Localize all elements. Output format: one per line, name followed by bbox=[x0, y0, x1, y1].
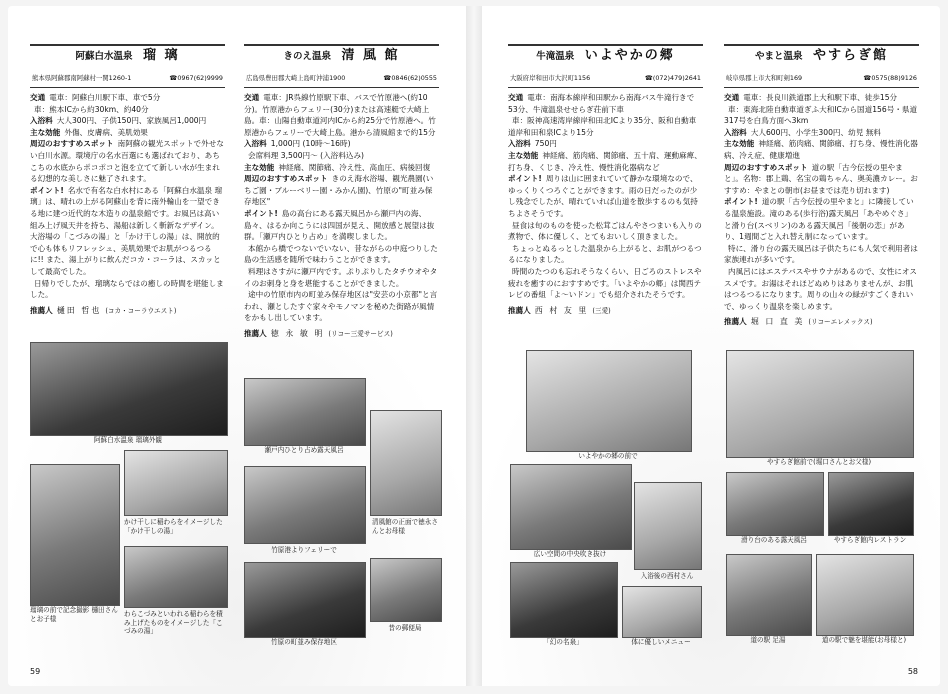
entry-title bbox=[726, 50, 917, 63]
photo-ruri-sign bbox=[30, 464, 120, 606]
info-row: 主な効能 神経痛、筋肉痛、関節痛、打ち身、慢性消化器病、冷え症、健康増進 bbox=[724, 139, 918, 160]
photo-rotenburo bbox=[244, 378, 366, 446]
recommender: 推薦人 樋田 哲也 (コカ・コーラウエスト) bbox=[30, 305, 177, 315]
recommender: 推薦人 西 村 友 里 (三愛) bbox=[508, 305, 611, 315]
info-row: 主な効能 外傷、皮膚病、美肌効果 bbox=[30, 127, 148, 137]
photo-iyoyaka-front bbox=[526, 350, 692, 452]
photo-caption: 広い空間の中央吹き抜け bbox=[533, 550, 607, 558]
entry-body bbox=[724, 88, 919, 329]
recommender: 推薦人 堀 口 直 美 (リコーエレメックス) bbox=[724, 317, 873, 327]
onsen-kind: 阿蘇白水温泉 bbox=[75, 51, 133, 62]
onsen-name: やすらぎ館 bbox=[812, 48, 888, 63]
entry-title bbox=[246, 50, 437, 63]
photo-townscape bbox=[244, 562, 366, 638]
info-row: 車：阪神高速湾岸線岸和田北ICより35分、阪和自動車道岸和田和泉ICより15分 bbox=[508, 116, 697, 137]
photo-restaurant bbox=[828, 472, 914, 536]
info-row: 交通 電車：南海本線岸和田駅から南海バス牛滝行きで53分、牛滝温泉せせらぎ荘前下車 bbox=[508, 93, 695, 114]
entry-header bbox=[30, 44, 225, 88]
info-row: 入浴料 750円 bbox=[508, 139, 557, 149]
info-row: 入浴料 1,000円 (10時〜16時) bbox=[244, 139, 351, 149]
info-row: ちょっとぬるっとした温泉から上がると、お肌がつるつるになりました。 bbox=[508, 243, 702, 265]
photo-kakeboshi-bath bbox=[124, 450, 228, 516]
onsen-name: 清 風 館 bbox=[341, 48, 400, 63]
phone: ☎0967(62)9999 bbox=[169, 74, 223, 83]
info-row: 主な効能 神経痛、関節痛、冷え性、高血圧、病後回復 bbox=[244, 162, 431, 172]
photo-caption: 道の駅 足湯 bbox=[750, 636, 786, 644]
entry-header bbox=[508, 44, 703, 88]
right-page bbox=[482, 6, 940, 686]
page-number: 58 bbox=[907, 667, 918, 676]
info-row: 日帰りでしたが、瑠璃ならではの癒しの時間を堪能しました。 bbox=[30, 278, 224, 300]
info-row: 内風呂にはエステバスやサウナがあるので、女性にオススメです。お湯はそれほどぬめりはありませんが、お肌はつるつるになります。周りの山々の緑がすごくきれいで、ゆっくり温泉を楽しめます。 bbox=[724, 266, 918, 311]
photo-slide-bath bbox=[726, 472, 824, 536]
photo-footbath bbox=[726, 554, 812, 636]
entry-header bbox=[724, 44, 919, 88]
address: 岐阜県郡上市大和町剣169 bbox=[726, 74, 803, 83]
info-row: 交通 電車：阿蘇白川駅下車、車で5分 bbox=[30, 93, 161, 102]
info-row: 入浴料 大人600円、小学生300円、幼児 無料 bbox=[724, 127, 881, 137]
photo-yasuragikan-front bbox=[726, 350, 914, 458]
left-page bbox=[8, 6, 466, 686]
photo-caption: 「幻の名泉」 bbox=[543, 638, 583, 646]
entry-title bbox=[32, 50, 223, 63]
info-row: 本館から橋でつないでいない、昔ながらの中庭つりした島の生活感を随所で味わうことができます。 bbox=[244, 243, 438, 265]
photo-caption: 竹原の町並み保存地区 bbox=[271, 638, 337, 646]
photo-caption: 体に優しいメニュー bbox=[631, 638, 691, 646]
photo-ferry bbox=[244, 466, 366, 544]
photo-caption: わらこづみといわれる稲わらを積み上げたものをイメージした「こづみの湯」 bbox=[124, 610, 223, 636]
photo-caption: かけ干しに稲わらをイメージした「かけ干しの湯」 bbox=[124, 518, 223, 535]
photo-maboroshi-meisen bbox=[510, 562, 618, 638]
photo-caption: やすらぎ館内レストラン bbox=[833, 536, 907, 544]
phone: ☎(072)479)2641 bbox=[644, 74, 701, 83]
info-row: ポイント! 島の高台にある露天風呂から瀬戸内の海、島々、はるか向こうには四国が見え、開放感と展望は抜群。「瀬戸内ひとり占め」を満喫しました。 bbox=[244, 208, 435, 242]
phone: ☎0846(62)0555 bbox=[383, 74, 437, 83]
photo-healthy-menu bbox=[622, 586, 702, 638]
info-row: 途中の竹原市内の町並み保存地区は"安芸の小京都"と言われ、瀬としたすぐ家々やモノマンを秘めた街路が風情をかもし出しています。 bbox=[244, 290, 438, 323]
info-row: 周辺のおすすめスポット 南阿蘇の観光スポットで外せない白川水源。環境庁の名水百選にも選ばれており、あちこちの水底からポコポコと泡を立てて新しい水が生まれる幻想的な美しさに魅了されます。 bbox=[30, 139, 224, 184]
info-row: 周辺のおすすめスポット 道の駅「古今伝授の里やまと」。名物：郡上鶏、名宝の鶏ちゃん、奥美濃カレー。おすすめ：やまとの朝市(お昼までは売り切れます) bbox=[724, 162, 918, 195]
info-row: 入浴料 大人300円、子供150円、家族風呂1,000円 bbox=[30, 116, 207, 126]
address: 広島県豊田郡大崎上島町沖浦1900 bbox=[246, 74, 346, 83]
info-row: 特に、滑り台の露天風呂は子供たちにも人気で利用者は家族連れが多いです。 bbox=[724, 243, 918, 265]
photo-caption: 瀬戸内ひとり占め露天風呂 bbox=[264, 446, 344, 454]
photo-michi-no-eki bbox=[816, 554, 914, 636]
entry-header bbox=[244, 44, 439, 88]
info-row: 会席料理 3,500円〜 (入浴料込み) bbox=[248, 150, 365, 160]
photo-old-post-office bbox=[370, 558, 442, 622]
photo-caption: いよやかの郷の前で bbox=[578, 452, 638, 460]
info-row: 周辺のおすすめスポット きのえ海水浴場、観光農園(いちご園・ブルーベリー園・みかん園)、竹原の"町並み保存地区" bbox=[244, 174, 434, 207]
photo-caption: 滑り台のある露天風呂 bbox=[741, 536, 807, 544]
onsen-kind: やまと温泉 bbox=[755, 51, 803, 62]
page-number: 59 bbox=[30, 667, 41, 676]
photo-kozumi-bath bbox=[124, 546, 228, 608]
entry-body bbox=[30, 88, 225, 317]
info-row: 主な効能 神経痛、筋肉痛、関節痛、五十肩、運動麻痺、打ち身、くじき、冷え性、慢性消化器病など bbox=[508, 150, 702, 172]
recommender: 推薦人 徳 永 敏 明 (リコー三愛サービス) bbox=[244, 328, 393, 338]
info-row: 時間のたつのも忘れそうなくらい、日ごろのストレスや疲れを癒すのにおすすめです。「いよやかの郷」は関西テレビの番組「よ〜いドン」でも紹介されたそうです。 bbox=[508, 266, 702, 300]
onsen-kind: 牛滝温泉 bbox=[536, 51, 575, 62]
entry-title bbox=[510, 50, 701, 63]
info-row: 車：東海北陸自動車道ぎふ大和ICから国道156号・県道317号を白鳥方面へ3km bbox=[724, 104, 918, 126]
info-row: 料理はさすがに瀬戸内です。ぷりぷりしたタチウオやタイのお刺身と身を堪能することができました。 bbox=[244, 266, 438, 288]
photo-after-bath bbox=[634, 482, 702, 570]
info-row: ポイント! 道の駅「古今伝授の里やまと」に隣接している温泉施設。滝のある(歩行浴)露天風呂「あやめぐさ」と滑り台(スベリン)のある露天風呂「後朝の恋」があり、1週間ごと入れ替え制になっています。 bbox=[724, 197, 914, 242]
info-row: 昼食は旬のものを使った松茸ごはんやさつまいも入りの煮物で、体に優しく、とてもおいしく頂きました。 bbox=[508, 220, 702, 242]
photo-caption: 阿蘇白水温泉 瑠璃外観 bbox=[93, 436, 163, 444]
photo-seifukan-front bbox=[370, 410, 442, 516]
photo-ruri-exterior bbox=[30, 342, 228, 436]
entry-body bbox=[508, 88, 703, 317]
phone: ☎0575(88)9126 bbox=[863, 74, 917, 83]
photo-caption: 昔の郵便局 bbox=[388, 624, 422, 632]
address: 熊本県阿蘇郡南阿蘇村一関1260-1 bbox=[32, 74, 132, 83]
address: 大阪府岸和田市大沢町1156 bbox=[510, 74, 591, 83]
photo-caption: 瑠璃の前で記念撮影 樋田さんとお子様 bbox=[30, 606, 118, 623]
page-gutter bbox=[466, 6, 482, 686]
onsen-kind: きのえ温泉 bbox=[283, 51, 332, 62]
info-row: 交通 電車：長良川鉄道郡上大和駅下車、徒歩15分 bbox=[724, 93, 898, 102]
photo-caption: やすらぎ館前で(堀口さんとお父様) bbox=[766, 458, 872, 466]
info-row: 交通 電車：JR呉線竹原駅下車、バスで竹原港へ(約10分)。竹原港からフェリー(30分)または高速艇で大崎上島。車：山陽自動車道河内ICから約25分で竹原港へ。竹原港からフェリーで大崎上島。港から清風館まで約15分 bbox=[244, 93, 436, 137]
info-row: 車：熊本ICから約30km、約40分 bbox=[34, 104, 149, 114]
photo-caption: 入浴後の西村さん bbox=[640, 572, 694, 580]
photo-caption: 道の駅で魅を堪能(お母様と) bbox=[821, 636, 907, 644]
onsen-name: いよやかの郷 bbox=[584, 48, 675, 63]
photo-caption: 竹原港よりフェリーで bbox=[271, 546, 337, 554]
info-row: ポイント! 周りは山に囲まれていて静かな環境なので、ゆっくりくつろぐことができます。雨の日だったのが少し残念でしたが、晴れていれば山道を散歩するのも気持ちよさそうです。 bbox=[508, 174, 698, 218]
info-row: ポイント! 名水で有名な白水村にある「阿蘇白水温泉 瑠璃」は、晴れの上がる阿蘇山を背に南外輪山を一望できる地に建つ近代的な木造りの温泉館です。お風呂は高い組み上げ風天井を持ち、湯船は新しく斬新なデザイン。大浴場の「こづみの湯」と「かけ干しの湯」は、開放的で心も体もリフレッシュ、美肌効果でお肌がつるつるに!! また、湯上がりに飲んだコカ・コーラは、スカッとして最高でした。 bbox=[30, 185, 223, 276]
entry-body bbox=[244, 88, 439, 340]
photo-caption: 清風館の正面で徳永さんとお母様 bbox=[372, 518, 438, 535]
photo-atrium bbox=[510, 464, 632, 550]
onsen-name: 瑠 璃 bbox=[142, 48, 180, 63]
